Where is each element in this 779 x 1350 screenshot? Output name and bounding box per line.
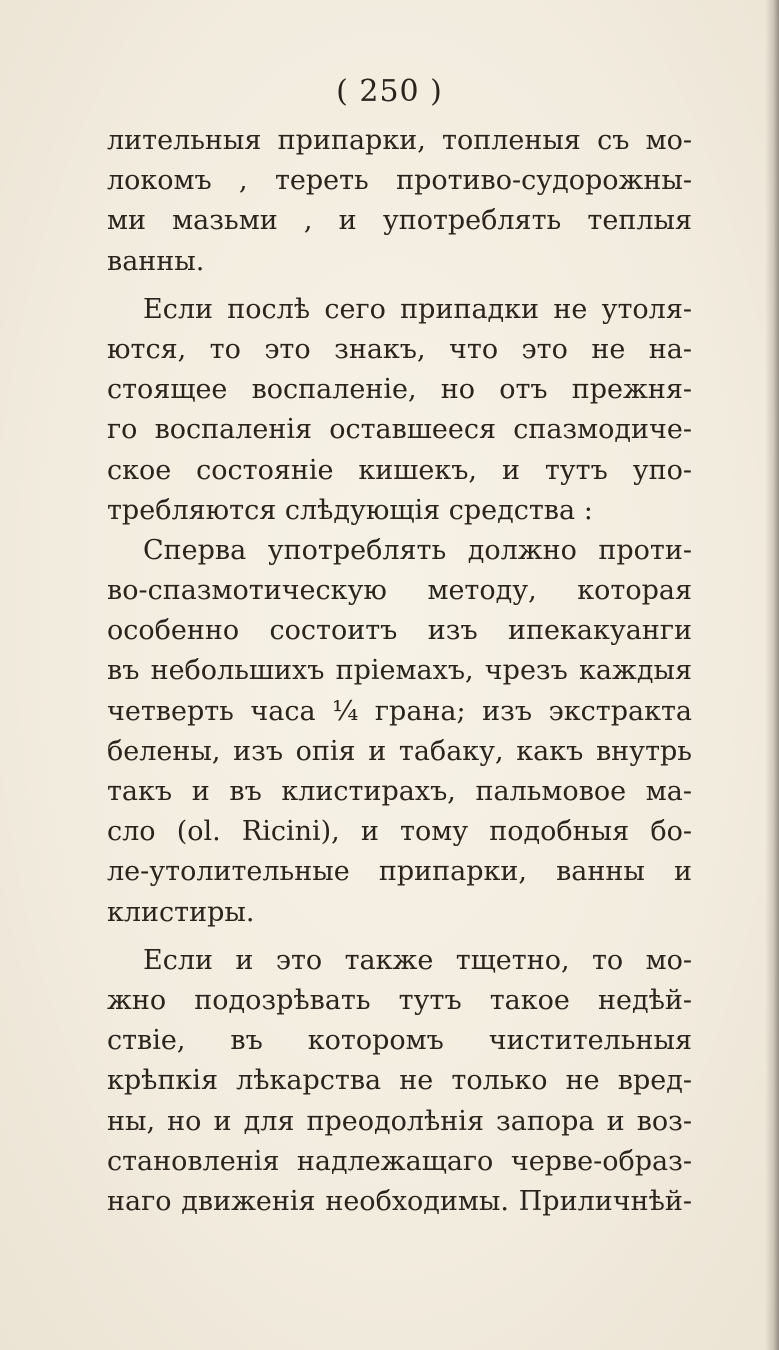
text-line: ское состояніе кишекъ, и тутъ упо- <box>107 454 692 486</box>
page-number: ( 250 ) <box>336 74 443 109</box>
text-line: ми мазьми , и употреблять теплыя <box>107 205 692 237</box>
text-line: Если и это также тщетно, то мо- <box>143 944 692 976</box>
text-line: во-спазмотическую методу, которая <box>107 575 692 607</box>
text-line: становленія надлежащаго черве-образ- <box>107 1145 692 1177</box>
paragraph <box>107 531 692 933</box>
text-line: особенно состоитъ изъ ипекакуанги <box>107 615 692 647</box>
text-line: наго движенія необходимы. Приличнѣй- <box>107 1185 692 1217</box>
text-line: локомъ , тереть противо-судорожны- <box>107 165 692 197</box>
body-text <box>107 121 692 1222</box>
text-line: ванны. <box>107 245 205 277</box>
text-line: крѣпкія лѣкарства не только не вред- <box>107 1065 692 1097</box>
text-line: ствіе, въ которомъ чистительныя <box>107 1025 692 1057</box>
text-line: ле-утолительные припарки, ванны и <box>107 856 692 888</box>
text-line: жно подозрѣвать тутъ такое недѣй- <box>107 984 692 1016</box>
text-line: ются, то это знакъ, что это не на- <box>107 333 692 365</box>
paragraph <box>107 290 692 531</box>
text-line: белены, изъ опія и табаку, какъ внутрь <box>107 735 692 767</box>
text-line: ны, но и для преодолѣнія запора и воз- <box>107 1105 692 1137</box>
paragraph <box>107 941 692 1222</box>
page-edge-shadow <box>765 0 779 1350</box>
text-line: четверть часа ¼ грана; изъ экстракта <box>107 695 692 727</box>
paragraph <box>107 121 692 282</box>
text-line: требляются слѣдующія средства : <box>107 494 593 526</box>
text-line: сло (ol. Ricini), и тому подобныя бо- <box>107 816 692 848</box>
text-line: го воспаленія оставшееся спазмодиче- <box>107 414 692 446</box>
text-line: клистиры. <box>107 896 255 928</box>
text-line: лительныя припарки, топленыя съ мо- <box>107 125 692 156</box>
text-line: Сперва употреблять должно проти- <box>143 534 692 566</box>
text-line: стоящее воспаленіе, но отъ прежня- <box>107 374 692 406</box>
text-line: такъ и въ клистирахъ, пальмовое ма- <box>107 776 692 807</box>
text-line: Если послѣ сего припадки не утоля- <box>143 293 692 325</box>
text-line: въ небольшихъ пріемахъ, чрезъ каждыя <box>107 655 692 687</box>
